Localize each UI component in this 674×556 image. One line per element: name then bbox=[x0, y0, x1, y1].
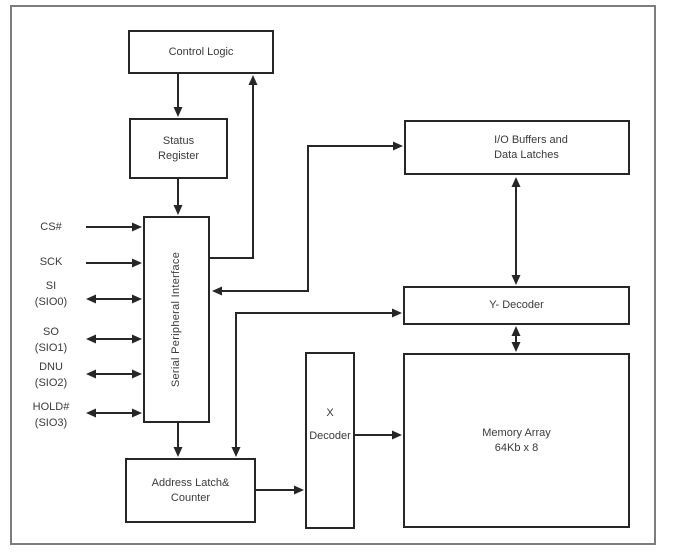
signal-hold-text: HOLD# bbox=[32, 401, 70, 413]
wire-so-bidirectional bbox=[86, 335, 142, 344]
address-latch-counter-block bbox=[125, 458, 256, 523]
wire-control-logic-to-status-register bbox=[174, 73, 183, 117]
status-register-label-line1: Status bbox=[162, 134, 195, 147]
signal-label-cs bbox=[18, 220, 84, 236]
io-buffers-label-line1: I/O Buffers and bbox=[494, 133, 568, 146]
signal-so-subtext: (SIO1) bbox=[34, 341, 68, 354]
memory-array-label-line1: Memory Array bbox=[482, 426, 551, 439]
serial-peripheral-interface-block bbox=[143, 216, 210, 423]
y-decoder-block bbox=[403, 286, 630, 325]
signal-so-text: SO bbox=[43, 326, 59, 338]
signal-label-so bbox=[18, 325, 84, 356]
x-decoder-block bbox=[305, 352, 355, 529]
x-decoder-label-line2: Decoder bbox=[309, 429, 351, 442]
wire-io-buffers-y-decoder-bidirectional bbox=[512, 177, 521, 285]
wire-spi-io-buffers-bidirectional bbox=[212, 142, 403, 296]
x-decoder-label bbox=[309, 402, 351, 448]
signal-si-subtext: (SIO0) bbox=[34, 295, 68, 308]
io-buffers-block bbox=[404, 120, 630, 175]
signal-label-dnu bbox=[18, 360, 84, 391]
wire-cs-input bbox=[86, 223, 142, 232]
signal-cs-text: CS# bbox=[40, 221, 62, 233]
wire-x-decoder-to-memory-array bbox=[355, 431, 402, 440]
signal-si-text: SI bbox=[45, 280, 57, 292]
signal-sck-text: SCK bbox=[39, 256, 63, 268]
wire-status-register-to-spi bbox=[174, 179, 183, 215]
wire-si-bidirectional bbox=[86, 295, 142, 304]
io-buffers-label bbox=[494, 133, 568, 163]
signal-label-hold bbox=[18, 400, 84, 431]
status-register-block bbox=[129, 118, 228, 179]
address-latch-label-line1: Address Latch& bbox=[151, 476, 230, 489]
signal-hold-subtext: (SIO3) bbox=[34, 416, 68, 429]
signal-label-si bbox=[18, 279, 84, 310]
wire-spi-to-address-latch bbox=[174, 423, 183, 457]
control-logic-block bbox=[128, 30, 274, 74]
signal-dnu-subtext: (SIO2) bbox=[34, 376, 68, 389]
signal-dnu-text: DNU bbox=[39, 361, 63, 373]
wire-y-decoder-memory-array-bidirectional bbox=[512, 326, 521, 352]
control-logic-label: Control Logic bbox=[168, 45, 234, 58]
y-decoder-label: Y- Decoder bbox=[489, 299, 544, 311]
memory-array-label-line2: 64Kb x 8 bbox=[494, 441, 539, 454]
serial-peripheral-interface-label: Serial Peripheral Interface bbox=[170, 251, 182, 388]
x-decoder-label-line1: X bbox=[326, 406, 334, 419]
wire-hold-bidirectional bbox=[86, 409, 142, 418]
memory-array-block bbox=[403, 353, 630, 528]
status-register-label-line2: Register bbox=[158, 149, 199, 162]
wire-address-latch-to-x-decoder bbox=[256, 486, 304, 495]
signal-label-sck bbox=[18, 255, 84, 271]
wire-dnu-bidirectional bbox=[86, 370, 142, 379]
address-latch-label-line2: Counter bbox=[170, 491, 211, 504]
io-buffers-label-line2: Data Latches bbox=[494, 148, 559, 161]
wire-sck-input bbox=[86, 259, 142, 268]
